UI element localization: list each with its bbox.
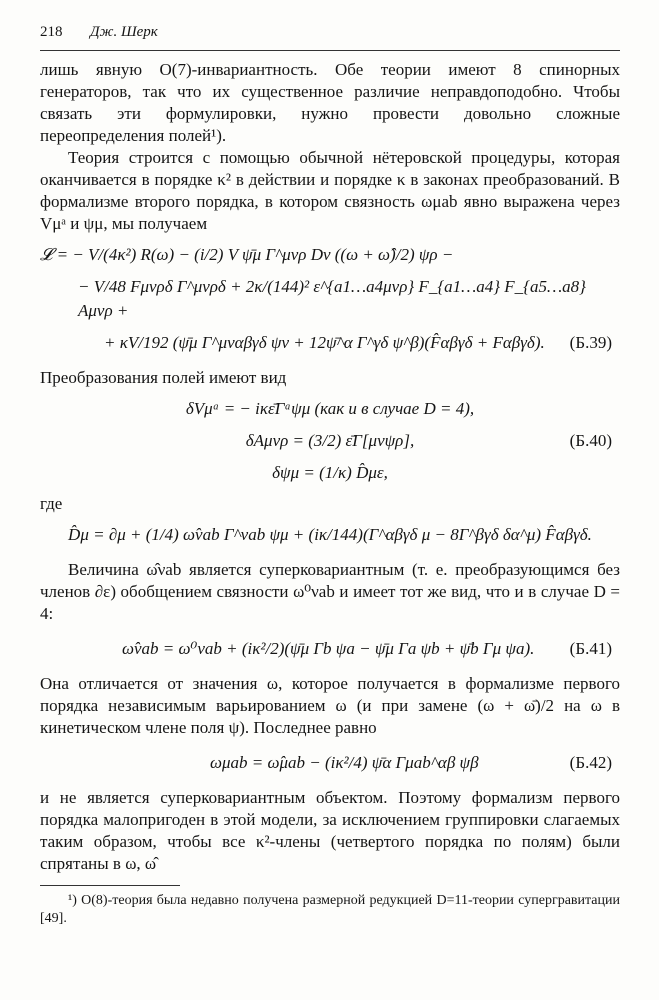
- equation-b42-row: [40, 751, 620, 775]
- paragraph-6: и не является суперковариантным объектом. Поэтому формализм первого порядка малопригоден в этой модели, за исключением группировки слагаемых таким образом, чтобы все κ²-члены (четвертого порядка по полям) были спрятаны в ω, ω̂: [40, 788, 620, 873]
- lagrangian-line-3-row: [40, 331, 620, 355]
- equation-b41: ω̂νab = ω⁰νab + (iκ²/2)(ψ̄μ Γb ψa − ψ̄μ Γa ψb + ψ̄b Γμ ψa).: [122, 639, 535, 658]
- equation-number-b41: (Б.41): [569, 639, 612, 658]
- transformation-three-form-row: [40, 429, 620, 453]
- transformation-gravitino: δψμ = (1/κ) D̂με,: [272, 463, 388, 482]
- running-title: Дж. Шерк: [90, 24, 158, 40]
- lagrangian-line-2: − V/48 Fμνρδ Γ^μνρδ + 2κ/(144)² ε^{a1…a4μνρ} F_{a1…a4} F_{a5…a8} Aμνρ +: [78, 277, 586, 320]
- paragraph-2: Теория строится с помощью обычной нётеровской процедуры, которая оканчивается в порядке κ² в действии и порядке κ в законах преобразований. В формализме второго порядка, в котором связность ωμab явно выражена через Vμᵃ и ψμ, мы получаем: [40, 148, 620, 233]
- transformation-three-form: δAμνρ = (3/2) ε̄Γ[μνψρ],: [245, 431, 415, 450]
- equation-number-b39: (Б.39): [569, 333, 612, 352]
- paragraph-3: Преобразования полей имеют вид: [40, 368, 287, 387]
- transformation-vielbein: δVμᵃ = − iκε̄Γᵃψμ (как и в случае D = 4),: [185, 399, 475, 418]
- paragraph-5: Она отличается от значения ω, которое получается в формализме первого порядка независимым варьированием ω (и при замене (ω + ω̄)/2 на ω в кинетическом члене поля ψ). Последнее равно: [40, 674, 620, 737]
- footnote-rule: [40, 885, 180, 886]
- where-label: где: [40, 494, 63, 513]
- header-rule: [40, 50, 620, 51]
- lagrangian-line-1: 𝓛 = − V/(4κ²) R(ω) − (i/2) V ψ̄μ Γ^μνρ Dν ((ω + ω̂)/2) ψρ −: [40, 245, 454, 264]
- equation-b41-row: [40, 637, 620, 661]
- lagrangian-line-3: + κV/192 (ψ̄μ Γ^μναβγδ ψν + 12ψ̄^α Γ^γδ ψ^β)(F̂αβγδ + Fαβγδ).: [104, 333, 545, 352]
- book-page: [40, 24, 620, 928]
- equation-b42: ωμab = ω̂μab − (iκ²/4) ψ̄α Γμab^αβ ψβ: [210, 753, 479, 772]
- page-header: [40, 24, 620, 46]
- supercovariant-derivative: D̂μ = ∂μ + (1/4) ω̂νab Γ^νab ψμ + (iκ/144)(Γ^αβγδ μ − 8Γ^βγδ δα^μ) F̂αβγδ.: [68, 525, 592, 544]
- equation-number-b42: (Б.42): [569, 753, 612, 772]
- footnote: ¹) O(8)-теория была недавно получена размерной редукцией D=11-теории супергравитации [49].: [40, 893, 620, 926]
- paragraph-1: лишь явную O(7)-инвариантность. Обе теории имеют 8 спинорных генераторов, так что их существенное различие неправдоподобно. Чтобы связать эти формулировки, нужно провести довольно сложные переопределения полей¹).: [40, 60, 620, 145]
- equation-number-b40: (Б.40): [569, 431, 612, 450]
- page-number: 218: [40, 24, 63, 40]
- paragraph-4: Величина ω̂νab является суперковариантным (т. е. преобразующимся без членов ∂ε) обобщением связности ω⁰νab и имеет тот же вид, что и в случае D = 4:: [40, 560, 620, 623]
